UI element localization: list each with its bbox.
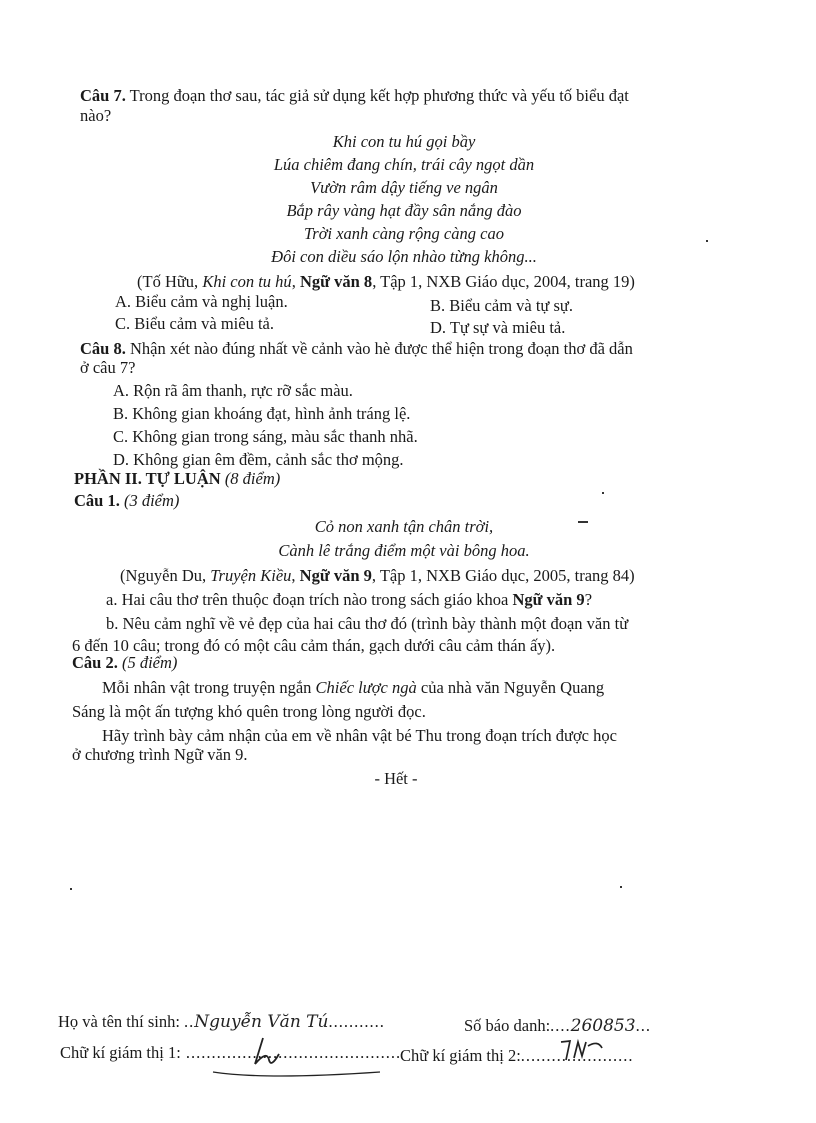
c2-paragraph2-line2: ở chương trình Ngữ văn 9. [72, 745, 248, 764]
q7-source-post: , Tập 1, NXB Giáo dục, 2004, trang 19) [372, 272, 635, 291]
c1-source-post: , Tập 1, NXB Giáo dục, 2005, trang 84) [371, 566, 635, 585]
supervisor1-dots: .......................................... [180, 1043, 402, 1062]
candidate-name-label: Họ và tên thí sinh: [58, 1012, 180, 1031]
scan-speck [706, 240, 708, 242]
q8-option: D. Không gian êm đềm, cảnh sắc thơ mộng. [113, 450, 404, 469]
c1-question-b-line1: b. Nêu cảm nghĩ về vẻ đẹp của hai câu thơ đó (trình bày thành một đoạn văn từ [106, 614, 629, 633]
q7-option-a: A. Biểu cảm và nghị luận. [115, 292, 288, 311]
c1-poem-line: Cành lê trắng điểm một vài bông hoa. [278, 541, 530, 560]
q8-label: Câu 8. [80, 339, 126, 358]
part2-points: (8 điểm) [224, 469, 281, 488]
c1-source-pre: (Nguyễn Du, [120, 566, 211, 585]
c1-a-book: Ngữ văn 9 [512, 590, 585, 609]
candidate-name-dots: .. [184, 1012, 195, 1031]
supervisor1-label: Chữ kí giám thị 1: [60, 1043, 181, 1062]
scan-speck [70, 888, 72, 890]
q7-line1 [80, 86, 629, 106]
q7-text-line1: Trong đoạn thơ sau, tác giả sử dụng kết hợp phương thức và yếu tố biểu đạt [129, 86, 629, 105]
c1-label: Câu 1. [74, 491, 120, 510]
scan-speck [620, 886, 622, 888]
c1-source-book: Ngữ văn 9 [299, 566, 372, 585]
c2-label: Câu 2. [72, 653, 118, 672]
c1-question-b-line2: 6 đến 10 câu; trong đó có một câu cảm thán, gạch dưới câu cảm thán ấy). [72, 636, 556, 655]
q8-option: C. Không gian trong sáng, màu sắc thanh nhã. [113, 427, 418, 446]
c2-paragraph1-line2: Sáng là một ấn tượng khó quên trong lòng người đọc. [72, 702, 426, 721]
q7-poem-line: Khi con tu hú gọi bầy [332, 132, 476, 151]
c1-source [120, 566, 635, 586]
c2-p1-text: Mỗi nhân vật trong truyện ngắn [102, 678, 316, 697]
q8-line1 [80, 339, 633, 359]
c2-paragraph2-line1: Hãy trình bày cảm nhận của em về nhân vật bé Thu trong đoạn trích được học [102, 726, 617, 745]
supervisor2-dots: ...................... [520, 1046, 634, 1065]
q7-source-work: Khi con tu hú [202, 272, 292, 291]
q8-text-line2: ở câu 7? [80, 358, 136, 377]
q7-option-c: C. Biểu cảm và miêu tả. [115, 314, 274, 333]
sbd-dots: .... [550, 1016, 571, 1035]
sbd-label: Số báo danh: [464, 1016, 551, 1035]
c2-paragraph1-line1 [102, 678, 604, 698]
c1-heading [74, 491, 179, 511]
c1-source-sep: , [291, 566, 300, 585]
supervisor1-signature [205, 1030, 385, 1080]
q7-text-line2: nào? [80, 106, 112, 125]
end-mark: - Hết - [374, 769, 418, 788]
q7-poem-line: Lúa chiêm đang chín, trái cây ngọt dần [273, 155, 535, 174]
c2-p1-end: của nhà văn Nguyễn Quang [416, 678, 605, 697]
q7-option-d: D. Tự sự và miêu tả. [430, 318, 566, 337]
candidate-name-dots: ........... [328, 1012, 385, 1031]
q7-poem-line: Bắp rây vàng hạt đầy sân nắng đào [286, 201, 522, 220]
candidate-name-row [58, 1012, 385, 1032]
supervisor2-signature [558, 1036, 608, 1064]
sbd-dots: ... [635, 1016, 651, 1035]
c2-points: (5 điểm) [121, 653, 178, 672]
part2-title: PHẦN II. TỰ LUẬN [74, 469, 221, 488]
q7-source-pre: (Tố Hữu, [137, 272, 203, 291]
q7-poem-line: Vườn râm dậy tiếng ve ngân [310, 178, 498, 197]
c1-poem-line: Cỏ non xanh tận chân trời, [314, 517, 494, 536]
c1-question-a [106, 590, 592, 610]
c2-p1-work: Chiếc lược ngà [315, 678, 417, 697]
q8-option: B. Không gian khoáng đạt, hình ảnh tráng lệ. [113, 404, 411, 423]
q7-poem-line: Trời xanh càng rộng càng cao [304, 224, 504, 243]
c1-a-text: a. Hai câu thơ trên thuộc đoạn trích nào trong sách giáo khoa [106, 590, 513, 609]
scan-speck [578, 521, 588, 523]
q8-text-line1: Nhận xét nào đúng nhất về cảnh vào hè được thể hiện trong đoạn thơ đã dẫn [129, 339, 633, 358]
q7-label: Câu 7. [80, 86, 126, 105]
q8-option: A. Rộn rã âm thanh, rực rỡ sắc màu. [113, 381, 353, 400]
candidate-name-value: Nguyễn Văn Tú [194, 1012, 329, 1032]
c1-a-end: ? [584, 590, 593, 609]
q7-source-book: Ngữ văn 8 [299, 272, 373, 291]
c1-source-work: Truyện Kiều [210, 566, 292, 585]
c1-points: (3 điểm) [123, 491, 180, 510]
q7-poem-line: Đôi con diều sáo lộn nhào từng không... [271, 247, 537, 266]
sbd-value: 260853 [570, 1016, 636, 1036]
q7-source-sep: , [291, 272, 300, 291]
supervisor2-label: Chữ kí giám thị 2: [400, 1046, 521, 1065]
part2-heading [74, 469, 280, 489]
c2-heading [72, 653, 177, 673]
q7-source [137, 272, 635, 292]
scan-speck [602, 492, 604, 494]
q7-option-b: B. Biểu cảm và tự sự. [430, 296, 573, 315]
sbd-row [464, 1016, 651, 1036]
